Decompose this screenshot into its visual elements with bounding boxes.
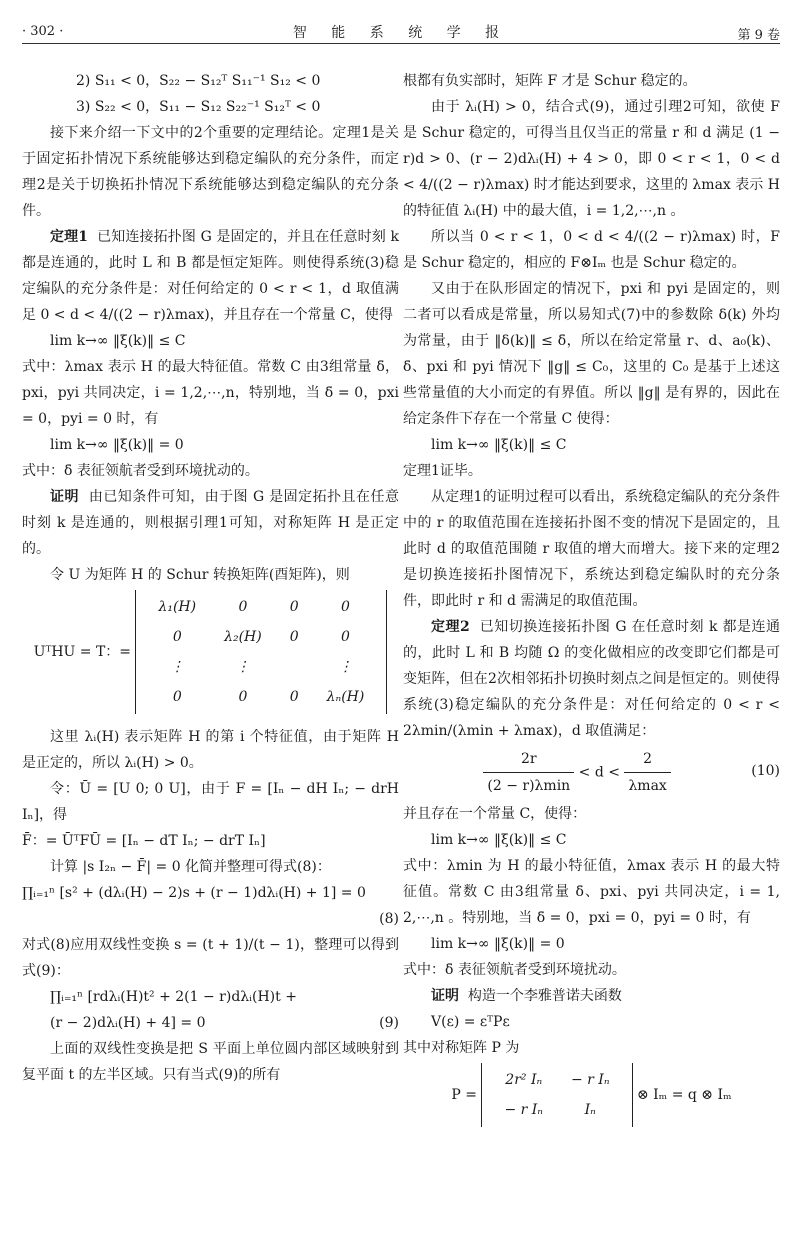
matrix-T-cell: 0 xyxy=(289,689,299,705)
exist-paragraph: 并且存在一个常量 C，使得： xyxy=(403,806,587,822)
journal-title: 智 能 系 统 学 报 xyxy=(292,25,510,41)
bilinear-explanation: 上面的双线性变换是把 S 平面上单位圆内部区域映射到复平面 t 的左半区域。只有当式(9)的所有 xyxy=(22,1041,399,1083)
matrix-T-cell: λ₂(H) xyxy=(224,629,262,645)
where-paragraph-2: 式中：δ̄ 表征领航者受到环境扰动的。 xyxy=(22,463,259,479)
theorem-1-text: 已知连接拓扑图 G 是固定的，并且在任意时刻 k 都是连通的，此时 L 和 B 都是恒定矩阵。则使得系统(3)稳定编队的充分条件是：对任何给定的 0 < r < 1，d 取值满足 0 < d < 4/((2 − r)λmax)，并且存在一个常量 C，使得 xyxy=(22,229,399,323)
volume-label: 第 9 卷 xyxy=(737,28,780,43)
matrix-T-cell: 0 xyxy=(238,689,248,705)
schur-paragraph: 令 U 为矩阵 H 的 Schur 转换矩阵(酉矩阵)，则 xyxy=(50,567,350,583)
matrix-T xyxy=(135,590,387,714)
right-para-5: 从定理1的证明过程可以看出，系统稳定编队的充分条件中的 r 的取值范围在连接拓扑图不变的情况下是固定的，且此时 d 的取值范围随 r 取值的增大而增大。接下来的定理2是切换连接拓扑图情况下，系统达到稳定编队时的充分条件，即此时 r 和 d 需满足的取值范围。 xyxy=(403,489,780,609)
proof-1 xyxy=(22,484,399,562)
limit-eq-1: lim k→∞ ‖ξ(k)‖ ≤ C xyxy=(50,333,186,349)
matrix-P xyxy=(481,1063,632,1127)
theorem-2-text: 已知切换连接拓扑图 G 在任意时刻 k 都是连通的，此时 L 和 B 均随 Ω 的变化做相应的改变即它们都是可变矩阵，但在2次相邻拓扑切换时刻点之间是恒定的。则使得系统(3)稳定编队的充分条件是：对任何给定的 0 < r < 2λmin/(λmin + λmax)，d 取值满足： xyxy=(403,619,781,739)
proof-2 xyxy=(403,983,780,1009)
matrix-T-cell: λₙ(H) xyxy=(326,689,365,705)
header-rule xyxy=(22,43,780,44)
right-para-2: 由于 λᵢ(H) > 0，结合式(9)，通过引理2可知，欲使 F 是 Schur 稳定的，可得当且仅当正的常量 r 和 d 满足 (1 − r)d > 0、(r − 2)dλᵢ(H) + 4 > 0，即 0 < r < 1，0 < d < 4/((2 − r)λmax) 时才能达到要求，这里的 λmax 表示 H 的特征值 λᵢ(H) 中的最大值，i = 1,2,⋯,n 。 xyxy=(403,99,780,219)
matrix-T-cell: 0 xyxy=(341,599,350,615)
matrix-T-cell: 0 xyxy=(289,599,299,615)
proof-1-label: 证明 xyxy=(50,489,79,505)
matrix-P-lhs: P = xyxy=(451,1087,477,1103)
condition-2: 2) S₁₁ < 0，S₂₂ − S₁₂ᵀ S₁₁⁻¹ S₁₂ < 0 xyxy=(76,73,321,89)
matrix-T-cell: 0 xyxy=(172,689,182,705)
eq10-fraction-right xyxy=(624,746,670,799)
calc-paragraph: 计算 |s I₂ₙ − F̄| = 0 化简并整理可得式(8)： xyxy=(50,859,331,875)
matrix-equation-T xyxy=(22,590,399,714)
left-column xyxy=(22,68,399,1088)
equation-9-text: (r − 2)dλᵢ(H) + 4] = 0 xyxy=(50,1015,206,1031)
matrix-T-cell: 0 xyxy=(341,629,350,645)
where-paragraph-4: 式中：δ̄ 表征领航者受到环境扰动。 xyxy=(403,962,626,978)
bilinear-paragraph: 对式(8)应用双线性变换 s = (t + 1)/(t − 1)，整理可以得到式(9)： xyxy=(22,937,399,979)
matrix-T-cell: 0 xyxy=(238,599,248,615)
where-paragraph-3: 式中：λmin 为 H 的最小特征值，λmax 表示 H 的最大特征值。常数 C 由3组常量 δ̄、pxi、pyi 共同决定，i = 1, 2,⋯,n 。特别地，当 δ̄ = 0，pxi = 0，pyi = 0 时，有 xyxy=(403,858,780,926)
equation-8-number: (8) xyxy=(379,911,399,927)
matrix-P-cell: 2r² Iₙ xyxy=(505,1072,543,1088)
equation-9-line-2 xyxy=(22,1010,399,1036)
matrix-lhs: UᵀHU = T：= xyxy=(33,644,132,660)
equation-8: ∏ᵢ₌₁ⁿ [s² + (dλᵢ(H) − 2)s + (r − 1)dλᵢ(H) + 1] = 0 xyxy=(22,885,366,901)
equation-10 xyxy=(403,746,780,799)
eq10-fraction-left xyxy=(483,746,574,799)
eq10-den-left: (2 − r)λmin xyxy=(487,778,571,794)
theorem-2-label: 定理2 xyxy=(431,619,470,635)
eq10-num-left: 2r xyxy=(483,746,574,773)
qed-1: 定理1证毕。 xyxy=(403,463,482,479)
matrix-P-equation xyxy=(403,1063,780,1127)
matrix-T-cell: 0 xyxy=(172,629,182,645)
equation-9-line-1: ∏ᵢ₌₁ⁿ [rdλᵢ(H)t² + 2(1 − r)dλᵢ(H)t + xyxy=(50,989,297,1005)
matrix-T-cell: ⋮ xyxy=(235,659,250,675)
symmetric-matrix-intro: 其中对称矩阵 P 为 xyxy=(403,1040,520,1056)
theorem-1-label: 定理1 xyxy=(50,229,88,245)
let-paragraph: 令：Ū = [U 0; 0 U]，由于 F = [Iₙ − dH Iₙ; − drH Iₙ]，得 xyxy=(22,781,399,823)
limit-eq-5: lim k→∞ ‖ξ(k)‖ = 0 xyxy=(431,936,565,952)
right-para-3: 所以当 0 < r < 1，0 < d < 4/((2 − r)λmax) 时，F 是 Schur 稳定的，相应的 F⊗Iₘ 也是 Schur 稳定的。 xyxy=(403,229,780,271)
limit-eq-4: lim k→∞ ‖ξ(k)‖ ≤ C xyxy=(431,832,567,848)
matrix-P-cell: − r Iₙ xyxy=(504,1102,543,1118)
matrix-T-cell xyxy=(276,652,313,682)
eq10-den-right: λmax xyxy=(628,778,667,794)
matrix-T-cell: 0 xyxy=(289,629,299,645)
proof-1-text: 由已知条件可知，由于图 G 是固定拓扑且在任意时刻 k 是连通的，则根据引理1可知，对称矩阵 H 是正定的。 xyxy=(22,489,400,557)
page-number: · 302 · xyxy=(22,24,64,39)
condition-3: 3) S₂₂ < 0，S₁₁ − S₁₂ S₂₂⁻¹ S₁₂ᵀ < 0 xyxy=(76,99,321,115)
eq10-num-right: 2 xyxy=(624,746,670,773)
right-column xyxy=(403,68,780,1129)
where-paragraph-1: 式中：λmax 表示 H 的最大特征值。常数 C 由3组常量 δ̄，pxi，pyi 共同决定，i = 1,2,⋯,n，特别地，当 δ̄ = 0，pxi = 0，pyi = 0 时，有 xyxy=(22,359,399,427)
matrix-P-cell: − r Iₙ xyxy=(570,1072,610,1088)
matrix-P-rhs: ⊗ Iₘ = q ⊗ Iₘ xyxy=(636,1087,732,1103)
theorem-2 xyxy=(403,614,780,744)
intro-paragraph: 接下来介绍一下文中的2个重要的定理结论。定理1是关于固定拓扑情况下系统能够达到稳定编队的充分条件，而定理2是关于切换拓扑情况下系统能够达到稳定编队的充分条件。 xyxy=(22,125,399,219)
right-para-4: 又由于在队形固定的情况下，pxi 和 pyi 是固定的，则二者可以看成是常量，所以易知式(7)中的参数除 δ(k) 外均为常量，由于 ‖δ(k)‖ ≤ δ̄，所以在给定常量 r、d、a₀(k)、δ̄、pxi 和 pyi 情况下 ‖g‖ ≤ C₀，这里的 C₀ 是基于上述这些常量值的大小而定的有界值。所以 ‖g‖ 是有界的，因此在给定条件下存在一个常量 C 使得： xyxy=(403,281,780,427)
theorem-1 xyxy=(22,224,399,328)
matrix-T-cell: ⋮ xyxy=(338,659,353,675)
eq10-inequality: < d < xyxy=(578,764,620,781)
equation-10-number: (10) xyxy=(751,763,780,779)
matrix-P-cell: Iₙ xyxy=(584,1102,596,1118)
equation-9-number: (9) xyxy=(379,1015,399,1031)
limit-eq-3: lim k→∞ ‖ξ(k)‖ ≤ C xyxy=(431,437,567,453)
proof-2-text: 构造一个李雅普诺夫函数 xyxy=(467,988,622,1004)
matrix-T-cell: λ₁(H) xyxy=(158,599,197,615)
lyapunov-function: V(ε) = εᵀPε xyxy=(431,1014,510,1030)
fbar-equation: F̄：= ŪᵀFŪ = [Iₙ − dT Iₙ; − drT Iₙ] xyxy=(22,833,266,849)
proof-2-label: 证明 xyxy=(431,988,459,1004)
right-para-1: 根都有负实部时，矩阵 F 才是 Schur 稳定的。 xyxy=(403,73,697,89)
limit-eq-2: lim k→∞ ‖ξ(k)‖ = 0 xyxy=(50,437,184,453)
eigen-paragraph: 这里 λᵢ(H) 表示矩阵 H 的第 i 个特征值，由于矩阵 H 是正定的，所以 λᵢ(H) > 0。 xyxy=(22,729,399,771)
matrix-T-cell: ⋮ xyxy=(170,659,185,675)
